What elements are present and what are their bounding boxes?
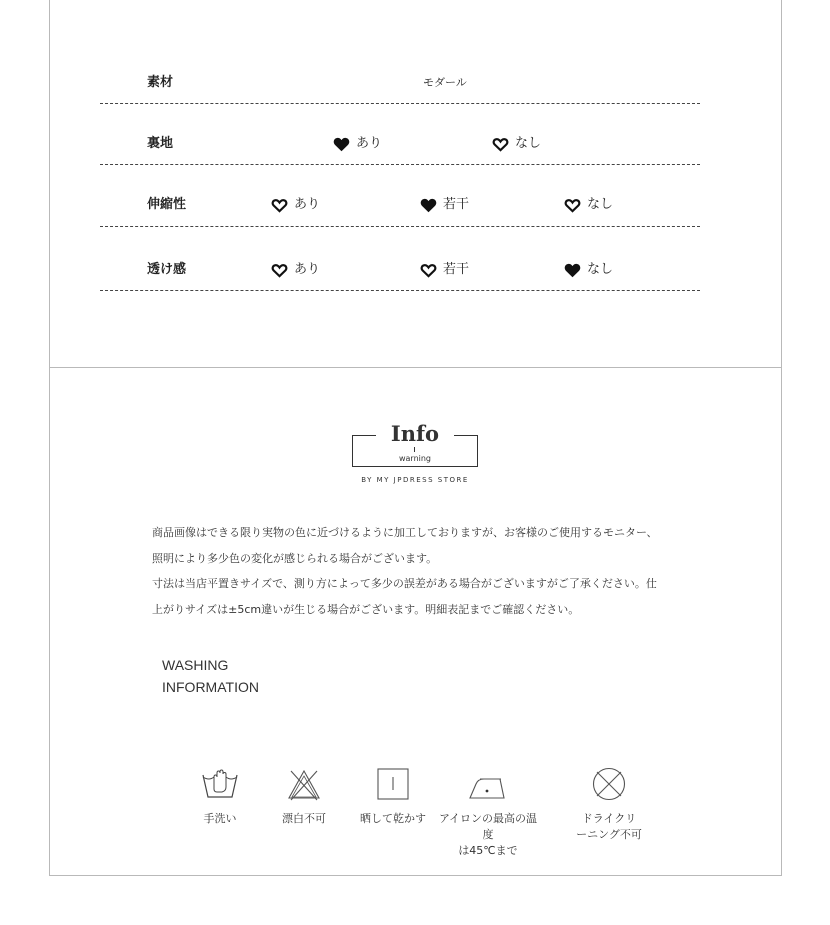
section-divider (49, 367, 782, 368)
heart-outline-icon (492, 137, 509, 152)
spec-row-lining (100, 132, 700, 156)
option-lining-no (492, 132, 541, 156)
care-label: 漂白不可 (282, 812, 326, 825)
spec-row-stretch (100, 193, 700, 217)
notice-line: 寸法は当店平置きサイズで、測り方によって多少の誤差がある場合がございますがご了承ください。仕 (152, 577, 657, 590)
dashed-divider (100, 103, 700, 104)
care-label: アイロンの最高の温度 (438, 812, 537, 841)
option-lining-yes (333, 132, 382, 156)
hand-wash-icon (200, 765, 240, 803)
heart-filled-icon (564, 263, 581, 278)
washing-heading-line1: WASHING (162, 657, 229, 673)
care-item-no-dry-clean (559, 765, 659, 843)
care-item-iron-low (438, 765, 538, 859)
dashed-divider (100, 290, 700, 291)
care-label: 手洗い (203, 812, 237, 825)
spec-row-sheer (100, 258, 700, 282)
spec-value-material: モダール (423, 76, 467, 89)
iron-low-icon (466, 765, 510, 803)
option-sheer-no (564, 258, 613, 282)
spec-label-stretch: 伸縮性 (147, 197, 187, 212)
spec-row-material (100, 71, 700, 95)
dashed-divider (100, 164, 700, 165)
care-label: ドライクリ (581, 812, 637, 825)
info-logo-store: BY MY JPDRESS STORE (361, 476, 469, 484)
notice-line: 商品画像はできる限り実物の色に近づけるように加工しておりますが、お客様のご使用するモニター、 (152, 526, 658, 539)
option-label: あり (294, 197, 321, 212)
notice-line: 照明により多少色の変化が感じられる場合がございます。 (152, 551, 438, 565)
option-label: 若干 (443, 197, 470, 212)
info-logo-tick (414, 447, 415, 452)
option-sheer-yes (271, 258, 320, 282)
spec-label-material: 素材 (147, 75, 174, 90)
care-label: ーニング不可 (576, 828, 642, 841)
heart-outline-icon (271, 198, 288, 213)
option-label: なし (587, 197, 614, 212)
heart-outline-icon (271, 263, 288, 278)
no-dry-clean-icon (589, 765, 629, 803)
info-logo-rule (454, 435, 478, 436)
option-label: なし (515, 136, 542, 151)
spec-label-lining: 裏地 (147, 136, 174, 151)
no-bleach-icon (284, 765, 324, 803)
care-label: は45℃まで (458, 844, 518, 857)
info-logo-title: Info (390, 421, 440, 446)
care-item-no-bleach (254, 765, 354, 827)
notice-text (152, 520, 732, 622)
heart-filled-icon (420, 198, 437, 213)
heart-outline-icon (564, 198, 581, 213)
option-sheer-slight (420, 258, 469, 282)
option-stretch-yes (271, 193, 320, 217)
care-label: 晒して乾かす (360, 812, 426, 825)
notice-line: 上がりサイズは±5cm違いが生じる場合がございます。明細表記までご確認ください。 (152, 602, 580, 616)
option-label: あり (356, 136, 383, 151)
option-stretch-slight (420, 193, 469, 217)
option-stretch-no (564, 193, 613, 217)
washing-information-heading (162, 654, 259, 698)
option-label: あり (294, 262, 321, 277)
option-label: 若干 (443, 262, 470, 277)
washing-heading-line2: INFORMATION (162, 679, 259, 695)
dashed-divider (100, 226, 700, 227)
heart-filled-icon (333, 137, 350, 152)
info-logo-rule (352, 435, 376, 436)
care-item-line-dry (343, 765, 443, 827)
spec-label-sheer: 透け感 (147, 262, 187, 277)
heart-outline-icon (420, 263, 437, 278)
info-logo-subtitle: warning (398, 454, 432, 463)
line-dry-icon (373, 765, 413, 803)
option-label: なし (587, 262, 614, 277)
